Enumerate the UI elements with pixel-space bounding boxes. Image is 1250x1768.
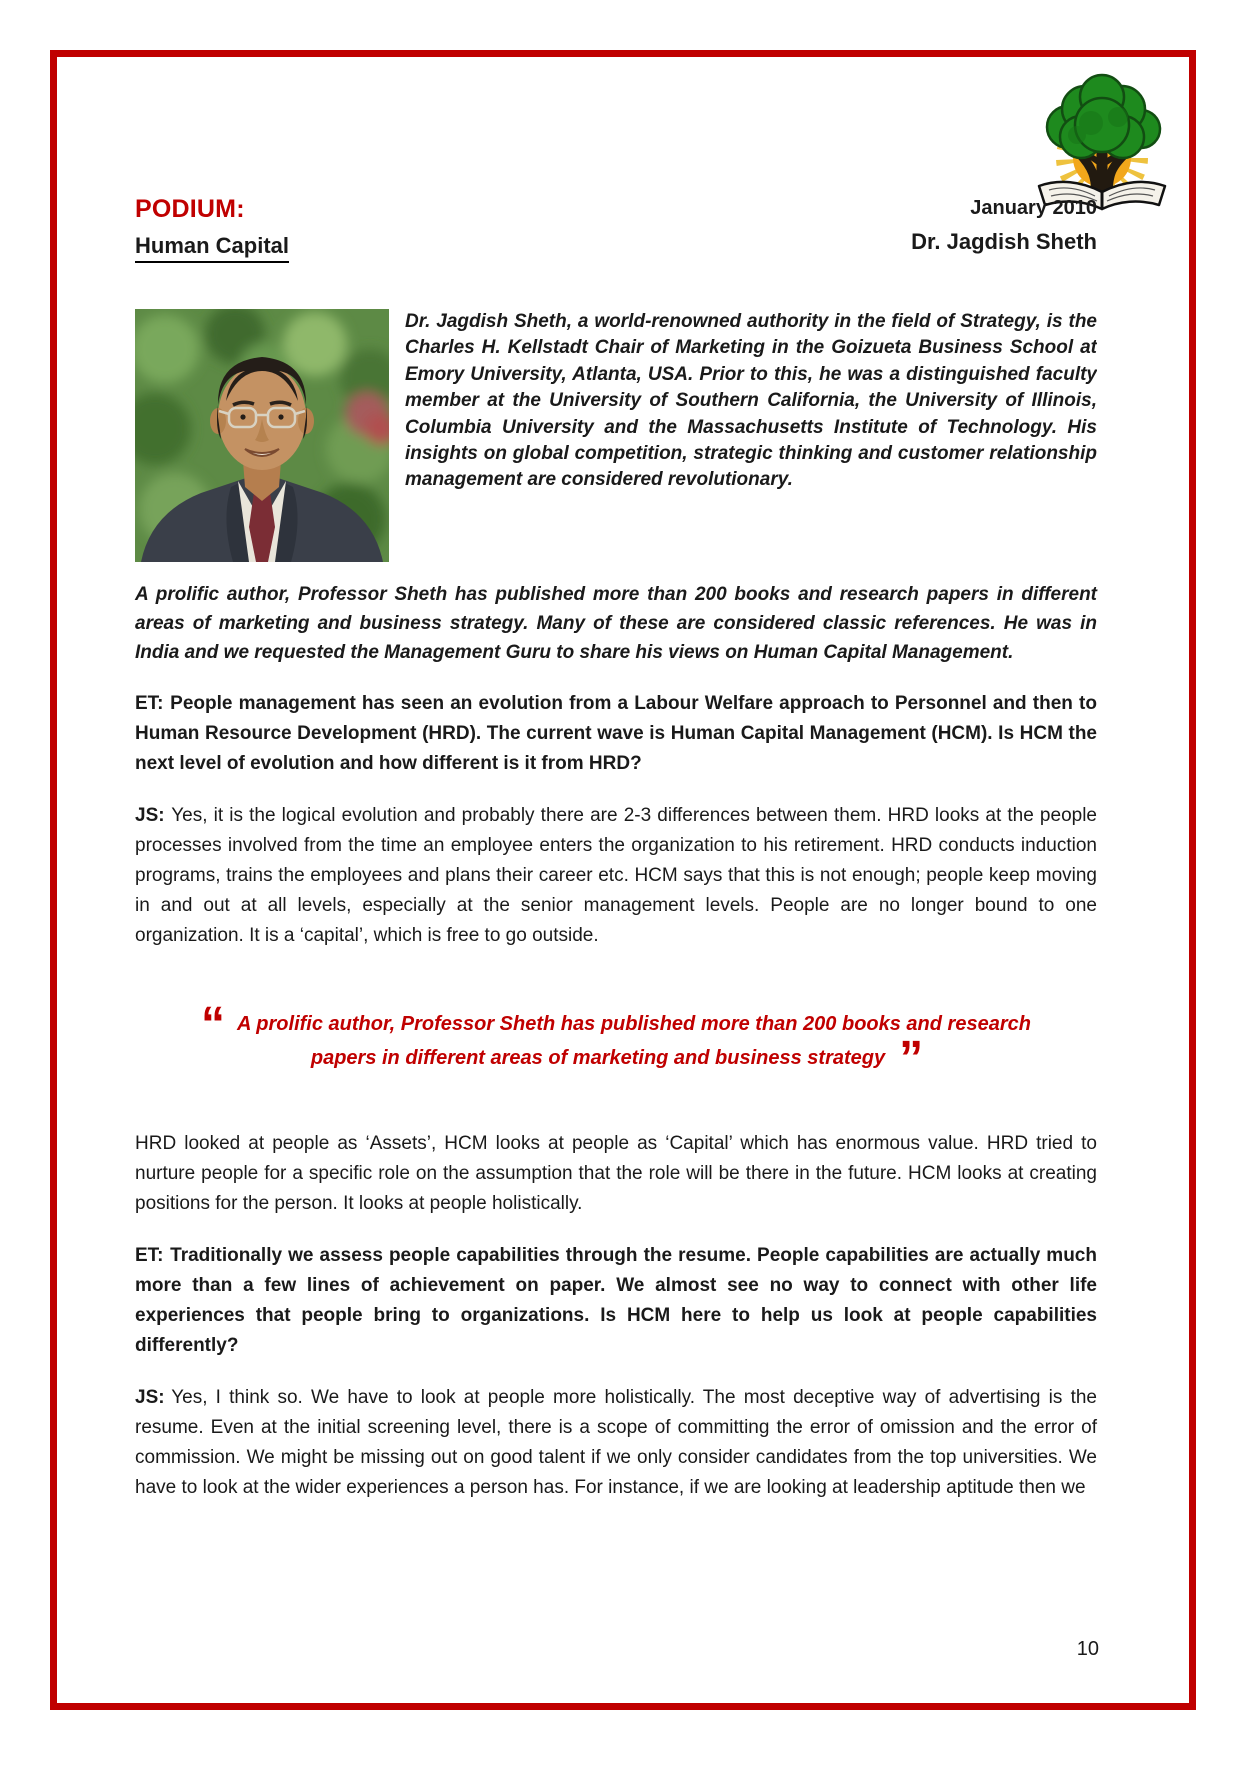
section-subtitle-text: Human Capital bbox=[135, 233, 289, 263]
question-paragraph-2 bbox=[135, 1241, 1097, 1361]
header-right bbox=[911, 195, 1097, 255]
pull-quote-text: A prolific author, Professor Sheth has published more than 200 books and research papers in different areas of marketing and business strategy bbox=[237, 1013, 1031, 1069]
section-title: PODIUM: bbox=[135, 195, 245, 223]
section-subtitle bbox=[135, 233, 289, 263]
pull-quote bbox=[135, 998, 1097, 1085]
question-paragraph-1 bbox=[135, 689, 1097, 779]
answer-paragraph-1 bbox=[135, 801, 1097, 951]
open-quote-icon: “ bbox=[201, 998, 224, 1051]
answer-text: Yes, I think so. We have to look at people more holistically. The most deceptive way of advertising is the resume. Even at the initial screening level, there is a scope of committing the error of omission and the error of commission. We might be missing out on good talent if we only consider candidates from the top universities. We have to look at the wider experiences a person has. For instance, if we are looking at leadership aptitude then we bbox=[135, 1387, 1097, 1498]
question-text: Traditionally we assess people capabilities through the resume. People capabilities are actually much more than a few lines of achievement on paper. We almost see no way to connect with other life experiences that people bring to organizations. Is HCM here to help us look at people capabilities differently? bbox=[135, 1245, 1097, 1356]
page-content bbox=[135, 57, 1097, 1503]
interviewee-prefix: JS: bbox=[135, 1387, 165, 1408]
page-border-frame bbox=[50, 50, 1196, 1710]
question-text: People management has seen an evolution from a Labour Welfare approach to Personnel and then to Human Resource Development (HRD). The current wave is Human Capital Management (HCM). Is HCM the next level of evolution and how different is it from HRD? bbox=[135, 693, 1097, 774]
interviewer-prefix: ET: bbox=[135, 693, 164, 714]
author-name: Dr. Jagdish Sheth bbox=[911, 229, 1097, 254]
close-quote-icon: ” bbox=[899, 1032, 922, 1085]
bio-side-text: Dr. Jagdish Sheth, a world-renowned authority in the field of Strategy, is the Charles H. Kellstadt Chair of Marketing in the Goizueta Business School at Emory University, Atlanta, USA. Prior to this, he was a distinguished faculty member at the University of Southern California, the University of Illinois, Columbia University and the Massachusetts Institute of Technology. His insights on global competition, strategic thinking and customer relationship management are considered revolutionary. bbox=[405, 311, 1097, 491]
answer-text: Yes, it is the logical evolution and probably there are 2-3 differences between them. HRD looks at the people processes involved from the time an employee enters the organization to his retirement. HRD conducts induction programs, trains the employees and plans their career etc. HCM says that this is not enough; people keep moving in and out at all levels, especially at the senior management levels. People are no longer bound to one organization. It is a ‘capital’, which is free to go outside. bbox=[135, 805, 1097, 946]
author-portrait-graphic bbox=[135, 309, 389, 562]
body-paragraph-1: HRD looked at people as ‘Assets’, HCM looks at people as ‘Capital’ which has enormous value. HRD tried to nurture people for a specific role on the assumption that the role will be there in the future. HCM looks at creating positions for the person. It looks at people holistically. bbox=[135, 1133, 1097, 1214]
answer-paragraph-2 bbox=[135, 1383, 1097, 1503]
page-number: 10 bbox=[1076, 1638, 1099, 1660]
issue-date: January 2010 bbox=[970, 197, 1097, 219]
interviewee-prefix: JS: bbox=[135, 805, 165, 826]
bio-section bbox=[135, 309, 1097, 562]
author-photo bbox=[135, 309, 389, 562]
page-header bbox=[135, 195, 1097, 263]
interviewer-prefix: ET: bbox=[135, 1245, 164, 1266]
bio-continued-text: A prolific author, Professor Sheth has published more than 200 books and research papers in different areas of marketing and business strategy. Many of these are considered classic references. He was in India and we requested the Management Guru to share his views on Human Capital Management. bbox=[135, 584, 1097, 663]
header-left bbox=[135, 195, 289, 263]
